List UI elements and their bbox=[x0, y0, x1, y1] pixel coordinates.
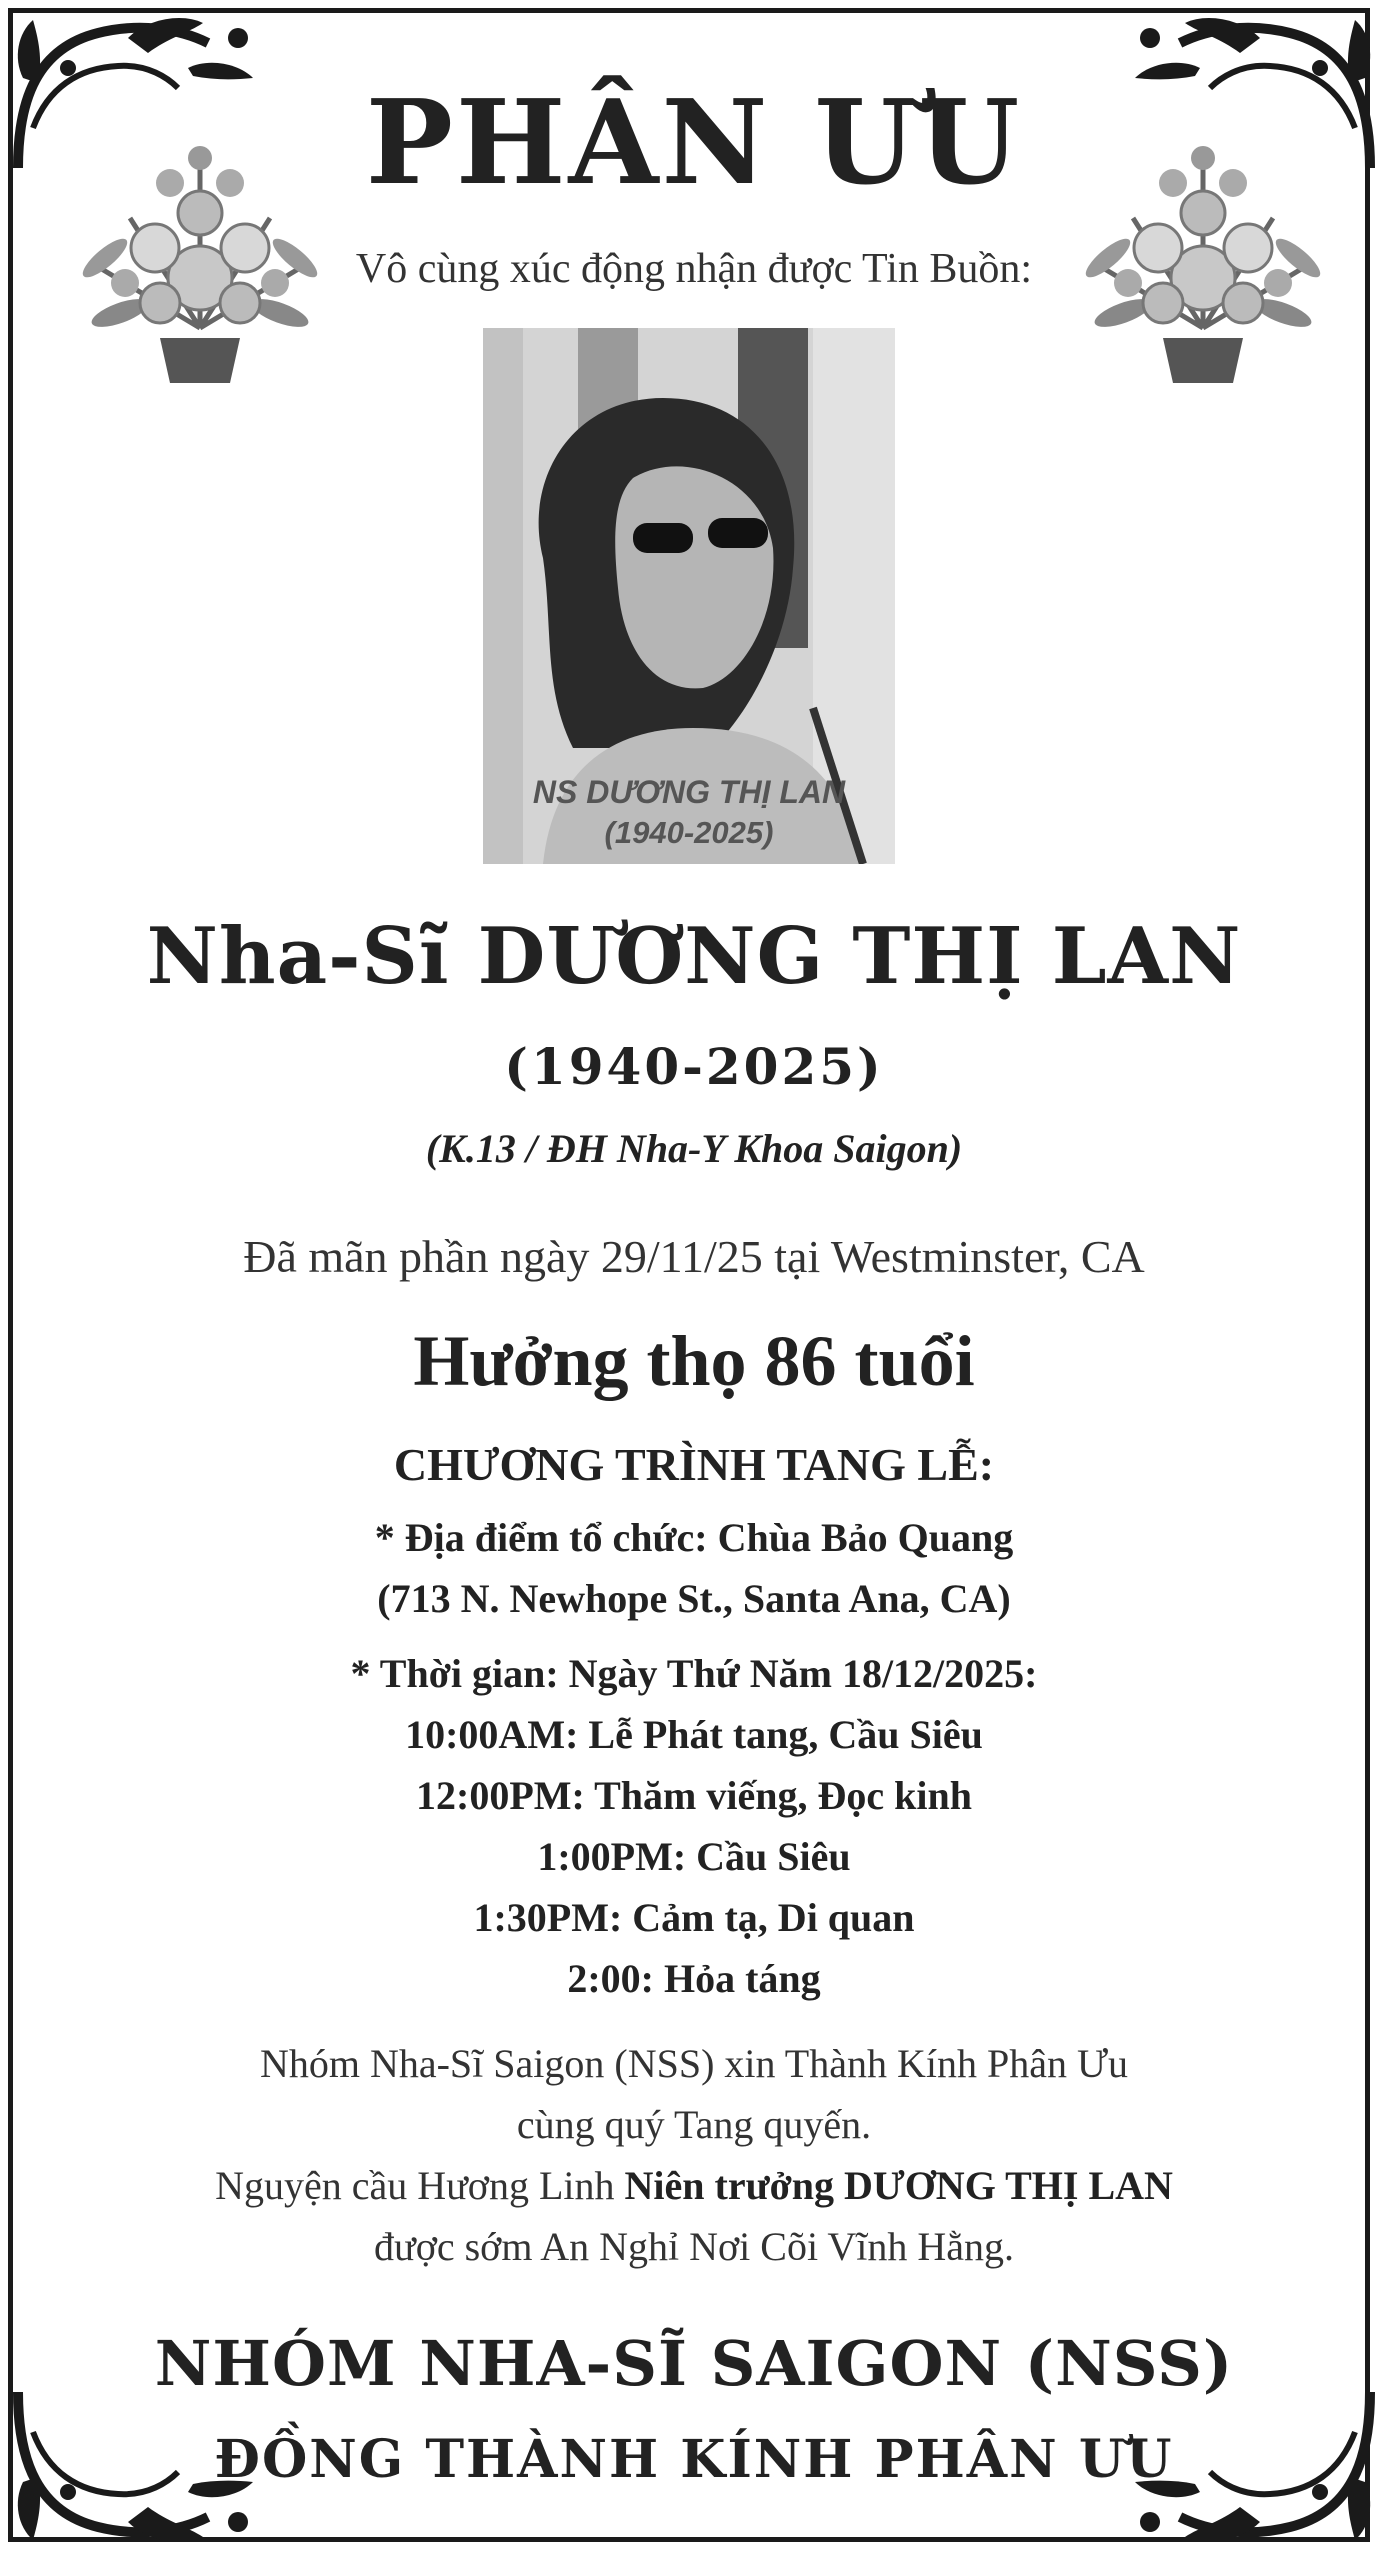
program-line: 2:00: Hỏa táng bbox=[567, 1956, 821, 2001]
program-line: * Địa điểm tổ chức: Chùa Bảo Quang bbox=[374, 1515, 1014, 1560]
closing-honoree: Niên trưởng DƯƠNG THỊ LAN bbox=[624, 2163, 1173, 2208]
page-title: PHÂN ƯU bbox=[365, 75, 1023, 211]
affiliation: (K.13 / ĐH Nha-Y Khoa Saigon) bbox=[425, 1126, 963, 1171]
photo-caption-years: (1940-2025) bbox=[604, 815, 774, 850]
footer-condolence: ĐỒNG THÀNH KÍNH PHÂN ƯU bbox=[214, 2429, 1174, 2490]
program-line: 1:00PM: Cầu Siêu bbox=[537, 1834, 851, 1879]
program-title: CHƯƠNG TRÌNH TANG LỄ: bbox=[393, 1439, 995, 1490]
program-line: 10:00AM: Lễ Phát tang, Cầu Siêu bbox=[405, 1712, 983, 1757]
closing-line bbox=[0, 2162, 1388, 2209]
portrait-photo bbox=[483, 328, 895, 864]
closing-prayer-text: Nguyện cầu Hương Linh bbox=[215, 2163, 625, 2208]
footer-group-name: NHÓM NHA-SĨ SAIGON (NSS) bbox=[154, 2327, 1234, 2400]
closing-line: được sớm An Nghỉ Nơi Cõi Vĩnh Hằng. bbox=[374, 2224, 1014, 2269]
passed-notice: Đã mãn phần ngày 29/11/25 tại Westminster, CA bbox=[243, 1231, 1145, 1282]
program-line: 12:00PM: Thăm viếng, Đọc kinh bbox=[416, 1773, 972, 1818]
closing-line: Nhóm Nha-Sĩ Saigon (NSS) xin Thành Kính Phân Ưu bbox=[259, 2041, 1129, 2086]
age-text: Hưởng thọ 86 tuổi bbox=[413, 1321, 975, 1401]
closing-line: cùng quý Tang quyến. bbox=[516, 2102, 872, 2147]
program-line: * Thời gian: Ngày Thứ Năm 18/12/2025: bbox=[350, 1651, 1038, 1696]
program-line: (713 N. Newhope St., Santa Ana, CA) bbox=[377, 1576, 1011, 1621]
deceased-name: Nha-Sĩ DƯƠNG THỊ LAN bbox=[146, 911, 1242, 1002]
program-line: 1:30PM: Cảm tạ, Di quan bbox=[473, 1895, 915, 1940]
deceased-years: (1940-2025) bbox=[504, 1037, 884, 1096]
photo-caption-name: NS DƯƠNG THỊ LAN bbox=[532, 774, 846, 810]
intro-text: Vô cùng xúc động nhận được Tin Buồn: bbox=[355, 246, 1033, 292]
